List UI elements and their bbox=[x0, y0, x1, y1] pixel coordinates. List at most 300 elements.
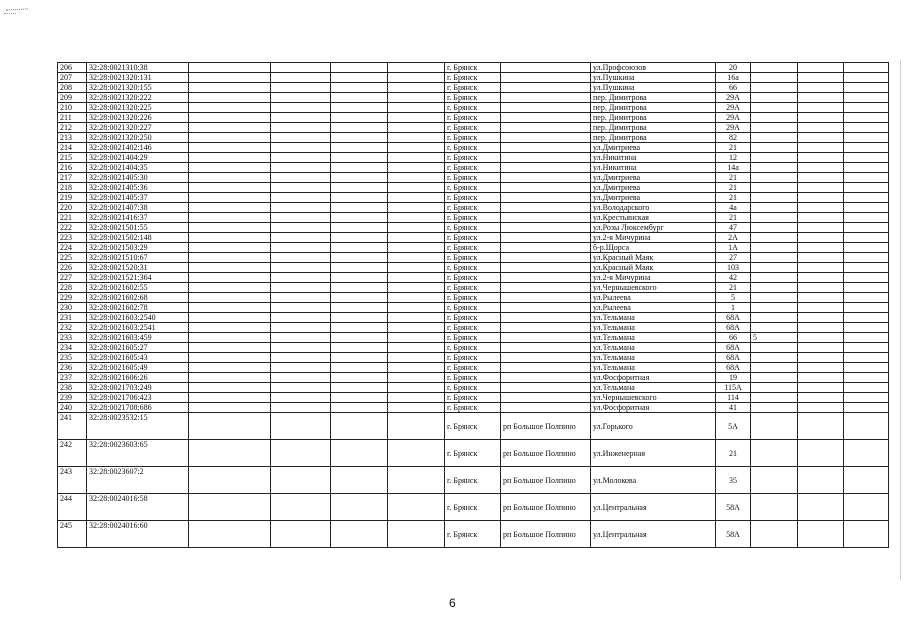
extra-cell bbox=[751, 383, 798, 393]
empty-cell bbox=[331, 343, 388, 353]
house-number-cell: 14а bbox=[716, 163, 751, 173]
table-row bbox=[58, 393, 889, 403]
empty-cell bbox=[271, 153, 331, 163]
table-row bbox=[58, 353, 889, 363]
extra-cell bbox=[751, 303, 798, 313]
empty-cell bbox=[189, 253, 271, 263]
settlement-cell bbox=[501, 193, 591, 203]
settlement-cell bbox=[501, 283, 591, 293]
empty-cell bbox=[331, 303, 388, 313]
extra-cell bbox=[751, 373, 798, 383]
extra-cell bbox=[751, 293, 798, 303]
settlement-cell: рп Большое Полпино bbox=[501, 440, 591, 467]
empty-cell bbox=[844, 103, 889, 113]
table-row bbox=[58, 173, 889, 183]
empty-cell bbox=[271, 73, 331, 83]
street-cell: пер. Димитрова bbox=[591, 123, 716, 133]
cadastral-number-cell: 32:28:0021602:68 bbox=[87, 293, 189, 303]
extra-cell bbox=[751, 153, 798, 163]
street-cell: ул.Красный Маяк bbox=[591, 263, 716, 273]
settlement-cell bbox=[501, 73, 591, 83]
empty-cell bbox=[189, 103, 271, 113]
city-cell: г. Брянск bbox=[445, 373, 501, 383]
row-number-cell: 240 bbox=[58, 403, 87, 413]
extra-cell bbox=[751, 63, 798, 73]
empty-cell bbox=[189, 163, 271, 173]
row-number-cell: 225 bbox=[58, 253, 87, 263]
row-number-cell: 222 bbox=[58, 223, 87, 233]
empty-cell bbox=[189, 373, 271, 383]
extra-cell bbox=[751, 113, 798, 123]
empty-cell bbox=[189, 183, 271, 193]
empty-cell bbox=[271, 494, 331, 521]
empty-cell bbox=[189, 243, 271, 253]
row-number-cell: 210 bbox=[58, 103, 87, 113]
empty-cell bbox=[844, 373, 889, 383]
empty-cell bbox=[331, 494, 388, 521]
empty-cell bbox=[388, 253, 445, 263]
table-row bbox=[58, 143, 889, 153]
settlement-cell bbox=[501, 173, 591, 183]
row-number-cell: 209 bbox=[58, 93, 87, 103]
street-cell: ул.Тельмана bbox=[591, 343, 716, 353]
empty-cell bbox=[271, 193, 331, 203]
row-number-cell: 224 bbox=[58, 243, 87, 253]
empty-cell bbox=[331, 383, 388, 393]
table-row bbox=[58, 133, 889, 143]
row-number-cell: 236 bbox=[58, 363, 87, 373]
cadastral-number-cell: 32:28:0021520:31 bbox=[87, 263, 189, 273]
house-number-cell: 27 bbox=[716, 253, 751, 263]
empty-cell bbox=[331, 313, 388, 323]
street-cell: ул.Фосфоритная bbox=[591, 373, 716, 383]
street-cell: ул.Тельмана bbox=[591, 323, 716, 333]
empty-cell bbox=[388, 333, 445, 343]
extra-cell bbox=[751, 143, 798, 153]
empty-cell bbox=[798, 63, 844, 73]
empty-cell bbox=[844, 323, 889, 333]
empty-cell bbox=[388, 273, 445, 283]
empty-cell bbox=[388, 343, 445, 353]
empty-cell bbox=[271, 353, 331, 363]
empty-cell bbox=[798, 283, 844, 293]
cadastral-number-cell: 32:28:0021703:249 bbox=[87, 383, 189, 393]
empty-cell bbox=[189, 413, 271, 440]
table-row bbox=[58, 413, 889, 440]
empty-cell bbox=[331, 521, 388, 548]
empty-cell bbox=[388, 83, 445, 93]
house-number-cell: 21 bbox=[716, 173, 751, 183]
settlement-cell bbox=[501, 363, 591, 373]
row-number-cell: 220 bbox=[58, 203, 87, 213]
empty-cell bbox=[331, 83, 388, 93]
cadastral-number-cell: 32:28:0024016:60 bbox=[87, 521, 189, 548]
empty-cell bbox=[331, 393, 388, 403]
cadastral-number-cell: 32:28:0021416:37 bbox=[87, 213, 189, 223]
house-number-cell: 29А bbox=[716, 123, 751, 133]
empty-cell bbox=[189, 193, 271, 203]
city-cell: г. Брянск bbox=[445, 93, 501, 103]
row-number-cell: 215 bbox=[58, 153, 87, 163]
empty-cell bbox=[271, 283, 331, 293]
city-cell: г. Брянск bbox=[445, 343, 501, 353]
empty-cell bbox=[844, 213, 889, 223]
empty-cell bbox=[798, 333, 844, 343]
empty-cell bbox=[388, 383, 445, 393]
table-row bbox=[58, 73, 889, 83]
empty-cell bbox=[388, 413, 445, 440]
house-number-cell: 47 bbox=[716, 223, 751, 233]
city-cell: г. Брянск bbox=[445, 293, 501, 303]
row-number-cell: 241 bbox=[58, 413, 87, 440]
empty-cell bbox=[388, 393, 445, 403]
house-number-cell: 68А bbox=[716, 353, 751, 363]
settlement-cell bbox=[501, 243, 591, 253]
empty-cell bbox=[798, 313, 844, 323]
extra-cell bbox=[751, 440, 798, 467]
street-cell: ул.Тельмана bbox=[591, 353, 716, 363]
empty-cell bbox=[271, 263, 331, 273]
cadastral-number-cell: 32:28:0021405:36 bbox=[87, 183, 189, 193]
empty-cell bbox=[189, 203, 271, 213]
city-cell: г. Брянск bbox=[445, 213, 501, 223]
empty-cell bbox=[331, 193, 388, 203]
empty-cell bbox=[271, 313, 331, 323]
table-row bbox=[58, 103, 889, 113]
empty-cell bbox=[388, 323, 445, 333]
extra-cell bbox=[751, 133, 798, 143]
cadastral-number-cell: 32:28:0021405:37 bbox=[87, 193, 189, 203]
empty-cell bbox=[844, 293, 889, 303]
empty-cell bbox=[271, 293, 331, 303]
street-cell: б-р.Щорса bbox=[591, 243, 716, 253]
cadastral-number-cell: 32:28:0021603:459 bbox=[87, 333, 189, 343]
empty-cell bbox=[844, 313, 889, 323]
settlement-cell bbox=[501, 393, 591, 403]
empty-cell bbox=[798, 521, 844, 548]
extra-cell bbox=[751, 313, 798, 323]
settlement-cell: рп Большое Полпино bbox=[501, 494, 591, 521]
street-cell: ул.Рылеева bbox=[591, 303, 716, 313]
empty-cell bbox=[798, 153, 844, 163]
settlement-cell bbox=[501, 123, 591, 133]
row-number-cell: 234 bbox=[58, 343, 87, 353]
empty-cell bbox=[388, 183, 445, 193]
empty-cell bbox=[798, 253, 844, 263]
cadastral-number-cell: 32:28:0021320:225 bbox=[87, 103, 189, 113]
table-row bbox=[58, 283, 889, 293]
empty-cell bbox=[331, 233, 388, 243]
empty-cell bbox=[844, 233, 889, 243]
street-cell: ул.Молокова bbox=[591, 467, 716, 494]
empty-cell bbox=[844, 113, 889, 123]
house-number-cell: 29А bbox=[716, 113, 751, 123]
city-cell: г. Брянск bbox=[445, 143, 501, 153]
row-number-cell: 227 bbox=[58, 273, 87, 283]
empty-cell bbox=[844, 363, 889, 373]
empty-cell bbox=[331, 173, 388, 183]
row-number-cell: 231 bbox=[58, 313, 87, 323]
table-row bbox=[58, 183, 889, 193]
city-cell: г. Брянск bbox=[445, 73, 501, 83]
empty-cell bbox=[798, 83, 844, 93]
cadastral-number-cell: 32:28:0021606:26 bbox=[87, 373, 189, 383]
house-number-cell: 16а bbox=[716, 73, 751, 83]
empty-cell bbox=[271, 203, 331, 213]
empty-cell bbox=[798, 303, 844, 313]
street-cell: пер. Димитрова bbox=[591, 93, 716, 103]
table-row bbox=[58, 203, 889, 213]
empty-cell bbox=[798, 223, 844, 233]
empty-cell bbox=[798, 143, 844, 153]
empty-cell bbox=[388, 263, 445, 273]
settlement-cell: рп Большое Полпино bbox=[501, 521, 591, 548]
street-cell: ул.Дмитриева bbox=[591, 173, 716, 183]
empty-cell bbox=[189, 73, 271, 83]
cadastral-number-cell: 32:28:0021320:131 bbox=[87, 73, 189, 83]
empty-cell bbox=[331, 333, 388, 343]
row-number-cell: 219 bbox=[58, 193, 87, 203]
house-number-cell: 21 bbox=[716, 283, 751, 293]
empty-cell bbox=[331, 123, 388, 133]
empty-cell bbox=[844, 123, 889, 133]
empty-cell bbox=[798, 494, 844, 521]
house-number-cell: 103 bbox=[716, 263, 751, 273]
house-number-cell: 114 bbox=[716, 393, 751, 403]
empty-cell bbox=[798, 133, 844, 143]
city-cell: г. Брянск bbox=[445, 173, 501, 183]
page-edge bbox=[900, 60, 901, 580]
cadastral-number-cell: 32:28:0021320:226 bbox=[87, 113, 189, 123]
extra-cell bbox=[751, 467, 798, 494]
empty-cell bbox=[388, 467, 445, 494]
empty-cell bbox=[331, 363, 388, 373]
city-cell: г. Брянск bbox=[445, 233, 501, 243]
empty-cell bbox=[388, 203, 445, 213]
table-body bbox=[58, 63, 889, 548]
empty-cell bbox=[331, 243, 388, 253]
empty-cell bbox=[844, 353, 889, 363]
empty-cell bbox=[331, 293, 388, 303]
empty-cell bbox=[331, 253, 388, 263]
empty-cell bbox=[331, 73, 388, 83]
empty-cell bbox=[189, 403, 271, 413]
house-number-cell: 20 bbox=[716, 63, 751, 73]
cadastral-number-cell: 32:28:0021407:38 bbox=[87, 203, 189, 213]
table-row bbox=[58, 93, 889, 103]
settlement-cell bbox=[501, 133, 591, 143]
empty-cell bbox=[844, 440, 889, 467]
table-row bbox=[58, 223, 889, 233]
row-number-cell: 229 bbox=[58, 293, 87, 303]
table-row bbox=[58, 323, 889, 333]
street-cell: ул.Горького bbox=[591, 413, 716, 440]
empty-cell bbox=[189, 143, 271, 153]
empty-cell bbox=[189, 383, 271, 393]
empty-cell bbox=[331, 183, 388, 193]
house-number-cell: 1А bbox=[716, 243, 751, 253]
empty-cell bbox=[798, 243, 844, 253]
city-cell: г. Брянск bbox=[445, 363, 501, 373]
empty-cell bbox=[844, 73, 889, 83]
empty-cell bbox=[271, 223, 331, 233]
empty-cell bbox=[798, 293, 844, 303]
row-number-cell: 214 bbox=[58, 143, 87, 153]
cadastral-number-cell: 32:28:0021521:364 bbox=[87, 273, 189, 283]
empty-cell bbox=[798, 173, 844, 183]
empty-cell bbox=[388, 103, 445, 113]
table-row bbox=[58, 521, 889, 548]
extra-cell bbox=[751, 403, 798, 413]
house-number-cell: 68А bbox=[716, 323, 751, 333]
extra-cell bbox=[751, 103, 798, 113]
settlement-cell bbox=[501, 63, 591, 73]
house-number-cell: 41 bbox=[716, 403, 751, 413]
extra-cell bbox=[751, 253, 798, 263]
house-number-cell: 66 bbox=[716, 83, 751, 93]
empty-cell bbox=[189, 233, 271, 243]
empty-cell bbox=[189, 113, 271, 123]
empty-cell bbox=[189, 63, 271, 73]
row-number-cell: 213 bbox=[58, 133, 87, 143]
empty-cell bbox=[844, 273, 889, 283]
table-row bbox=[58, 193, 889, 203]
table-row bbox=[58, 373, 889, 383]
table-row bbox=[58, 303, 889, 313]
empty-cell bbox=[189, 153, 271, 163]
empty-cell bbox=[189, 173, 271, 183]
settlement-cell bbox=[501, 293, 591, 303]
street-cell: ул.Дмитриева bbox=[591, 143, 716, 153]
city-cell: г. Брянск bbox=[445, 333, 501, 343]
empty-cell bbox=[388, 223, 445, 233]
empty-cell bbox=[331, 323, 388, 333]
empty-cell bbox=[798, 93, 844, 103]
empty-cell bbox=[388, 113, 445, 123]
city-cell: г. Брянск bbox=[445, 521, 501, 548]
empty-cell bbox=[388, 403, 445, 413]
house-number-cell: 82 bbox=[716, 133, 751, 143]
cadastral-number-cell: 32:28:0021603:2540 bbox=[87, 313, 189, 323]
city-cell: г. Брянск bbox=[445, 243, 501, 253]
table-row bbox=[58, 263, 889, 273]
street-cell: ул.Никитина bbox=[591, 153, 716, 163]
empty-cell bbox=[189, 93, 271, 103]
settlement-cell bbox=[501, 303, 591, 313]
empty-cell bbox=[844, 173, 889, 183]
empty-cell bbox=[844, 494, 889, 521]
settlement-cell bbox=[501, 373, 591, 383]
row-number-cell: 235 bbox=[58, 353, 87, 363]
empty-cell bbox=[388, 521, 445, 548]
empty-cell bbox=[331, 440, 388, 467]
settlement-cell bbox=[501, 403, 591, 413]
page-number: 6 bbox=[449, 596, 456, 610]
row-number-cell: 232 bbox=[58, 323, 87, 333]
house-number-cell: 68А bbox=[716, 363, 751, 373]
row-number-cell: 243 bbox=[58, 467, 87, 494]
empty-cell bbox=[271, 133, 331, 143]
extra-cell bbox=[751, 213, 798, 223]
house-number-cell: 5А bbox=[716, 413, 751, 440]
settlement-cell bbox=[501, 333, 591, 343]
street-cell: ул.Инженерная bbox=[591, 440, 716, 467]
empty-cell bbox=[388, 213, 445, 223]
empty-cell bbox=[271, 123, 331, 133]
empty-cell bbox=[271, 413, 331, 440]
empty-cell bbox=[331, 63, 388, 73]
table-row bbox=[58, 63, 889, 73]
extra-cell bbox=[751, 263, 798, 273]
empty-cell bbox=[844, 467, 889, 494]
settlement-cell bbox=[501, 223, 591, 233]
city-cell: г. Брянск bbox=[445, 83, 501, 93]
table-row bbox=[58, 333, 889, 343]
empty-cell bbox=[331, 213, 388, 223]
extra-cell bbox=[751, 413, 798, 440]
table-row bbox=[58, 273, 889, 283]
house-number-cell: 1 bbox=[716, 303, 751, 313]
empty-cell bbox=[189, 123, 271, 133]
empty-cell bbox=[189, 343, 271, 353]
empty-cell bbox=[844, 283, 889, 293]
empty-cell bbox=[189, 213, 271, 223]
empty-cell bbox=[271, 113, 331, 123]
street-cell: ул.Розы Люксембург bbox=[591, 223, 716, 233]
empty-cell bbox=[798, 213, 844, 223]
cadastral-number-cell: 32:28:0021310:38 bbox=[87, 63, 189, 73]
cadastral-number-cell: 32:28:0021404:29 bbox=[87, 153, 189, 163]
empty-cell bbox=[271, 440, 331, 467]
street-cell: ул.Чернышевского bbox=[591, 283, 716, 293]
extra-cell: 5 bbox=[751, 333, 798, 343]
cadastral-number-cell: 32:28:0021708:686 bbox=[87, 403, 189, 413]
empty-cell bbox=[388, 353, 445, 363]
street-cell: ул.Чернышевского bbox=[591, 393, 716, 403]
empty-cell bbox=[331, 93, 388, 103]
street-cell: ул.Фосфоритная bbox=[591, 403, 716, 413]
empty-cell bbox=[844, 203, 889, 213]
cadastral-number-cell: 32:28:0023532:15 bbox=[87, 413, 189, 440]
empty-cell bbox=[388, 293, 445, 303]
extra-cell bbox=[751, 353, 798, 363]
empty-cell bbox=[844, 413, 889, 440]
cadastral-number-cell: 32:28:0021605:27 bbox=[87, 343, 189, 353]
house-number-cell: 58А bbox=[716, 494, 751, 521]
extra-cell bbox=[751, 223, 798, 233]
settlement-cell bbox=[501, 163, 591, 173]
empty-cell bbox=[189, 333, 271, 343]
city-cell: г. Брянск bbox=[445, 253, 501, 263]
empty-cell bbox=[798, 403, 844, 413]
settlement-cell bbox=[501, 203, 591, 213]
row-number-cell: 218 bbox=[58, 183, 87, 193]
empty-cell bbox=[331, 373, 388, 383]
table-row bbox=[58, 440, 889, 467]
settlement-cell: рп Большое Полпино bbox=[501, 467, 591, 494]
empty-cell bbox=[271, 63, 331, 73]
row-number-cell: 217 bbox=[58, 173, 87, 183]
empty-cell bbox=[798, 203, 844, 213]
empty-cell bbox=[388, 363, 445, 373]
table-row bbox=[58, 403, 889, 413]
empty-cell bbox=[798, 440, 844, 467]
cadastral-number-cell: 32:28:0021503:29 bbox=[87, 243, 189, 253]
street-cell: ул.Центральная bbox=[591, 521, 716, 548]
house-number-cell: 29А bbox=[716, 93, 751, 103]
empty-cell bbox=[844, 143, 889, 153]
street-cell: ул.Никитина bbox=[591, 163, 716, 173]
